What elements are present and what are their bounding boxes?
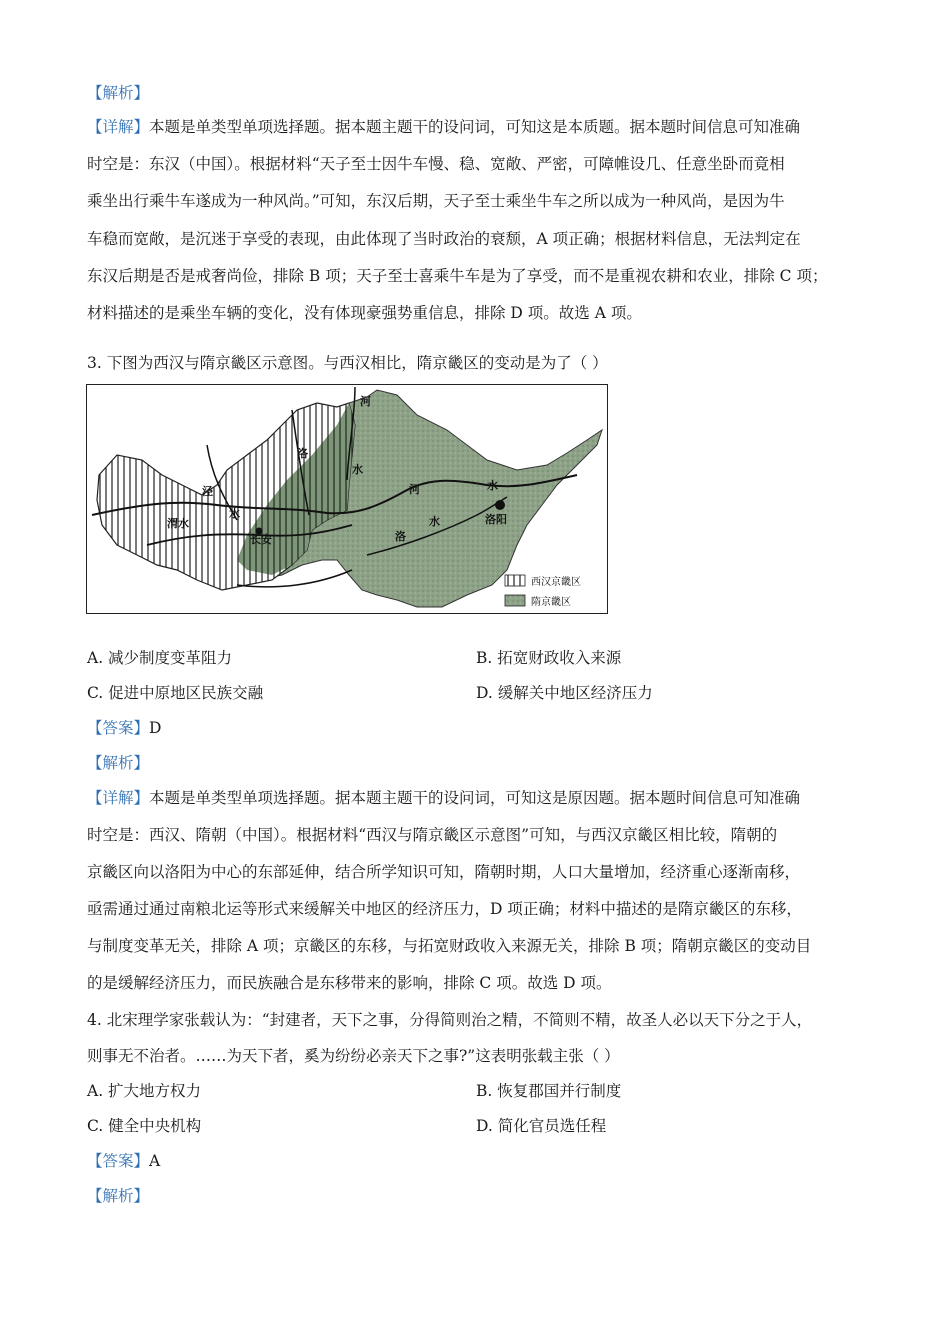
map-label-shui-right: 水 [487,479,498,492]
legend-swatch-sui [505,595,525,606]
q3-detail-line-4: 亟需通过通过南粮北运等形式来缓解关中地区的经济压力，D 项正确；材料中描述的是隋京畿区的东移， [87,900,802,918]
analysis-heading [87,83,877,103]
q3-detail-line-6: 的是缓解经济压力，而民族融合是东移带来的影响，排除 C 项。故选 D 项。 [87,974,612,992]
q4-answer [87,1151,877,1171]
map-label-shui-low: 水 [429,515,440,528]
q4-option-a: A. 扩大地方权力 [87,1082,202,1100]
q3-detail-line-5: 与制度变革无关，排除 A 项；京畿区的东移，与拓宽财政收入来源无关，排除 B 项；隋朝京畿区的变动目 [87,937,812,955]
q3-analysis-heading [87,753,877,773]
luoyang-marker [495,500,505,510]
map-label-changan: 长安 [250,533,272,546]
q4-option-b: B. 恢复郡国并行制度 [476,1082,622,1100]
map-label-luo2: 洛 [395,530,406,543]
detail-line-3: 乘坐出行乘牛车遂成为一种风尚。”可知，东汉后期，天子至士乘坐牛车之所以成为一种风尚，是因为牛 [87,192,785,210]
detail-tag: 【详解】 [87,789,150,807]
answer-tag: 【答案】 [87,719,150,737]
question-4-stem-line-1: 4. 北宋理学家张载认为：“封建者，天下之事，分得简则治之精，不简则不精，故圣人必以天下分之于人， [87,1011,813,1029]
legend-label-western-han: 西汉京畿区 [531,577,581,588]
question-4-stem-line-2: 则事无不治者。……为天下者，奚为纷纷必亲天下之事?”这表明张载主张（ ） [87,1047,620,1065]
legend-swatch-western-han [505,575,525,586]
detail-text: 本题是单类型单项选择题。据本题主题干的设问词，可知这是原因题。据本题时间信息可知准确 [149,789,801,807]
q3-detail-line-3: 京畿区向以洛阳为中心的东部延伸，结合所学知识可知，隋朝时期，人口大量增加，经济重心逐渐南移， [87,863,801,881]
capital-region-map [86,384,608,614]
q3-detail-line-2: 时空是：西汉、隋朝（中国）。根据材料“西汉与隋京畿区示意图”可知，与西汉京畿区相比较，隋朝的 [87,826,778,844]
q3-answer [87,718,877,738]
detail-line-4: 车稳而宽敞，是沉迷于享受的表现，由此体现了当时政治的衰颓，A 项正确；根据材料信息，无法判定在 [87,230,801,248]
map-label-jing: 泾 [202,485,213,498]
answer-tag: 【答案】 [87,1152,150,1170]
analysis-tag: 【解析】 [87,84,150,102]
detail-tag: 【详解】 [87,118,150,136]
q3-detail-line-1 [87,788,877,808]
map-label-luoyang: 洛阳 [485,513,507,526]
detail-line-1 [87,117,877,137]
question-3-stem: 3. 下图为西汉与隋京畿区示意图。与西汉相比，隋京畿区的变动是为了（ ） [87,354,608,372]
q4-option-d: D. 简化官员选任程 [476,1117,607,1135]
answer-value: D [149,719,162,737]
analysis-tag: 【解析】 [87,754,150,772]
q3-option-d: D. 缓解关中地区经济压力 [476,684,653,702]
detail-text: 本题是单类型单项选择题。据本题主题干的设问词，可知这是本质题。据本题时间信息可知准确 [149,118,801,136]
q3-option-c: C. 促进中原地区民族交融 [87,684,264,702]
map-svg [87,385,607,613]
detail-line-5: 东汉后期是否是戒奢尚俭，排除 B 项；天子至士喜乘牛车是为了享受，而不是重视农耕和农业，排除 C 项； [87,267,828,285]
map-label-shui-mid: 水 [229,507,240,520]
q3-option-b: B. 拓宽财政收入来源 [476,649,622,667]
map-label-wei: 渭水 [167,517,189,530]
legend-label-sui: 隋京畿区 [531,597,571,608]
q4-option-c: C. 健全中央机构 [87,1117,202,1135]
detail-line-2: 时空是：东汉（中国）。根据材料“天子至士因牛车慢、稳、宽敞、严密，可障帷设几、任意坐卧而竟相 [87,155,785,173]
map-label-shui-top: 水 [352,463,363,476]
map-label-he-top: 河 [360,395,371,408]
map-label-he: 河 [409,483,420,496]
map-label-luo: 洛 [297,447,308,460]
q3-option-a: A. 减少制度变革阻力 [87,649,233,667]
detail-line-6: 材料描述的是乘坐车辆的变化，没有体现豪强势重信息，排除 D 项。故选 A 项。 [87,304,642,322]
analysis-tag: 【解析】 [87,1187,150,1205]
q4-analysis-heading [87,1186,877,1206]
answer-value: A [149,1152,161,1170]
